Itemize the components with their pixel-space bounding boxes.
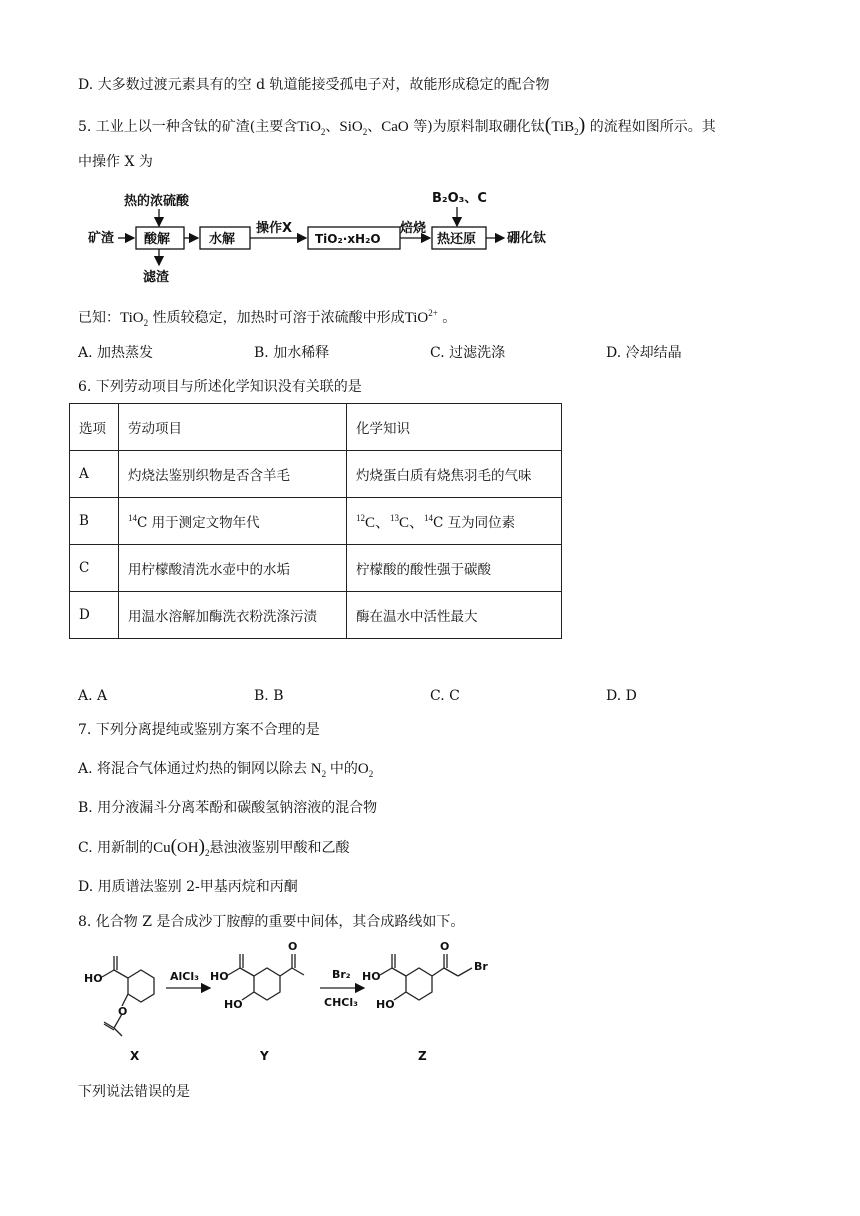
table-cell-knowledge: $^{12}$C、$^{13}$C、$^{14}$C 互为同位素 <box>347 498 562 545</box>
z-ho-label: HO <box>376 998 395 1011</box>
q6-stem: 6. 下列劳动项目与所述化学知识没有关联的是 <box>78 379 362 395</box>
q5-stem-line2: 中操作 X 为 <box>78 154 153 170</box>
reagent-alcl3: AlCl₃ <box>170 970 199 983</box>
q8-after-text: 下列说法错误的是 <box>78 1084 190 1100</box>
table-header-row <box>70 404 562 451</box>
q7-option-d: D. 用质谱法鉴别 2-甲基丙烷和丙酮 <box>78 879 298 895</box>
q7-option-b: B. 用分液漏斗分离苯酚和碳酸氢钠溶液的混合物 <box>78 800 378 816</box>
z-o-label: O <box>440 940 450 953</box>
q5-known: 已知：TiO$_2$ 性质较稳定，加热时可溶于浓硫酸中形成TiO$^{2+}$ 。 <box>78 308 457 328</box>
q6-option-c: C. C <box>430 688 460 704</box>
q5-option-d: D. 冷却结晶 <box>606 345 682 361</box>
table-cell-option: B <box>70 498 119 545</box>
q6-option-b: B. B <box>254 688 284 704</box>
table-cell-knowledge: 酶在温水中活性最大 <box>347 592 562 639</box>
q5-option-a: A. 加热蒸发 <box>78 345 154 361</box>
table-cell-task: $^{14}$C 用于测定文物年代 <box>119 498 347 545</box>
y-ho-label: HO <box>224 998 243 1011</box>
flow-residue: 滤渣 <box>143 270 170 285</box>
x-o-label: O <box>118 1005 128 1018</box>
table-cell-task: 用温水溶解加酶洗衣粉洗涤污渍 <box>119 592 347 639</box>
x-oh-label: HO <box>84 972 103 985</box>
flow-product: 硼化钛 <box>507 231 547 246</box>
table-cell-option: C <box>70 545 119 592</box>
q7-stem: 7. 下列分离提纯或鉴别方案不合理的是 <box>78 722 320 738</box>
table-header-cell: 化学知识 <box>347 404 562 451</box>
q8-synthesis-scheme <box>78 936 518 1066</box>
q6-option-a: A. A <box>78 688 108 704</box>
label-y: Y <box>260 1049 269 1063</box>
q7-option-c: C. 用新制的$Cu(OH)_2$悬浊液鉴别甲酸和乙酸 <box>78 836 350 858</box>
z-oh-label: HO <box>362 970 381 983</box>
q5-flowchart <box>80 186 560 286</box>
table-cell-knowledge: 灼烧蛋白质有烧焦羽毛的气味 <box>347 451 562 498</box>
q5-option-b: B. 加水稀释 <box>254 345 330 361</box>
table-row <box>70 545 562 592</box>
flow-reagent1: 热的浓硫酸 <box>124 194 190 209</box>
q5-stem-line1: 5. 工业上以一种含钛的矿渣(主要含TiO$_2$、SiO$_2$、CaO 等)为原料制取硼化钛(TiB$_2$) 的流程如图所示。其 <box>78 114 716 137</box>
flow-box3: TiO₂·xH₂O <box>315 232 381 246</box>
table-cell-knowledge: 柠檬酸的酸性强于碳酸 <box>347 545 562 592</box>
flow-roast: 焙烧 <box>400 221 427 236</box>
z-br-label: Br <box>474 960 488 973</box>
table-row <box>70 592 562 639</box>
reagent-chcl3: CHCl₃ <box>324 996 358 1009</box>
flow-op: 操作X <box>256 221 293 236</box>
q7-option-a: A. 将混合气体通过灼热的铜网以除去 $N_2$ 中的$O_2$ <box>78 761 374 779</box>
table-cell-option: D <box>70 592 119 639</box>
y-oh-label: HO <box>210 970 229 983</box>
table-row <box>70 498 562 545</box>
table-row <box>70 451 562 498</box>
table-header-cell: 劳动项目 <box>119 404 347 451</box>
label-x: X <box>130 1049 140 1063</box>
table-header-cell: 选项 <box>70 404 119 451</box>
table-cell-task: 灼烧法鉴别织物是否含羊毛 <box>119 451 347 498</box>
table-cell-option: A <box>70 451 119 498</box>
q6-table <box>69 403 562 639</box>
flow-start: 矿渣 <box>88 231 115 246</box>
flow-box2: 水解 <box>209 232 236 247</box>
label-z: Z <box>418 1049 427 1063</box>
q4-option-d: D. 大多数过渡元素具有的空 d 轨道能接受孤电子对，故能形成稳定的配合物 <box>78 77 550 93</box>
reagent-br2: Br₂ <box>332 968 351 981</box>
table-cell-task: 用柠檬酸清洗水壶中的水垢 <box>119 545 347 592</box>
flow-reagent2: B₂O₃、C <box>432 191 487 206</box>
y-o-label: O <box>288 940 298 953</box>
flow-box4: 热还原 <box>437 232 477 247</box>
q5-option-c: C. 过滤洗涤 <box>430 345 506 361</box>
q8-stem: 8. 化合物 Z 是合成沙丁胺醇的重要中间体，其合成路线如下。 <box>78 914 465 930</box>
q6-option-d: D. D <box>606 688 637 704</box>
flow-box1: 酸解 <box>144 232 171 247</box>
